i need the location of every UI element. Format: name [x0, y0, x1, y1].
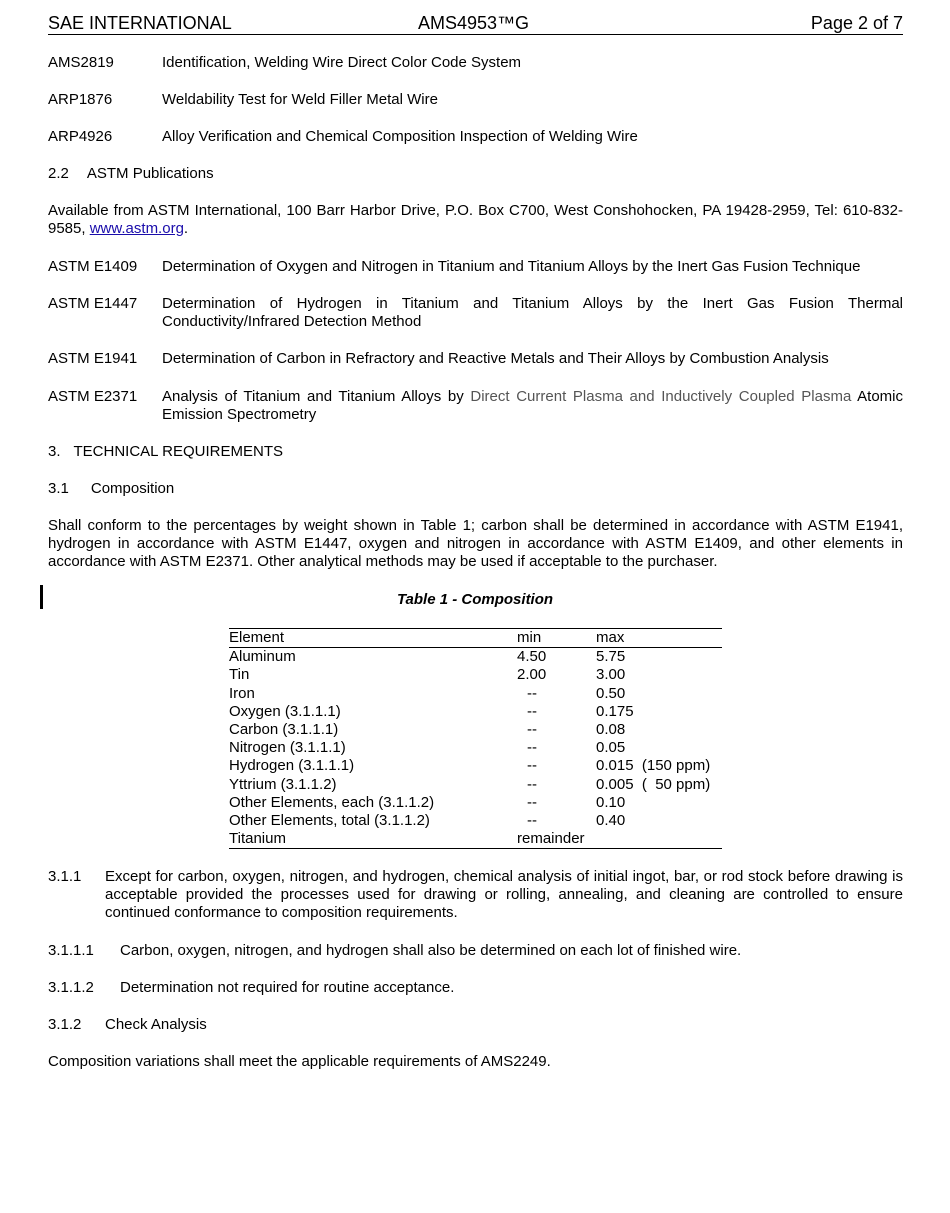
title-part: Analysis of Titanium and Titanium Alloys by — [162, 388, 471, 405]
composition-paragraph: Shall conform to the percentages by weight shown in Table 1; carbon shall be determined in accordance with ASTM E1941, hydrogen in accordance with ASTM E1447, oxygen and nitrogen in accordance with ASTM E1409, and other elements in accordance with ASTM E2371. Other analytical methods may be used if acceptable to the purchaser. — [48, 517, 903, 570]
section-number: 3. — [48, 443, 61, 460]
reference-title: Alloy Verification and Chemical Composition Inspection of Welding Wire — [162, 128, 638, 145]
table-row — [229, 721, 722, 739]
cell-element: Titanium — [229, 830, 286, 848]
cell-min: -- — [527, 702, 537, 720]
availability-paragraph — [48, 202, 903, 238]
cell-max: 0.015 (150 ppm) — [596, 757, 711, 775]
section-title: Check Analysis — [105, 1016, 207, 1033]
cell-max — [596, 830, 722, 849]
cell-min: -- — [527, 811, 537, 829]
section-title: TECHNICAL REQUIREMENTS — [73, 443, 283, 460]
reference-code: ASTM E1409 — [48, 258, 138, 275]
clause-number: 3.1.1 — [48, 868, 82, 885]
cell-min: -- — [527, 793, 537, 811]
cell-min: -- — [527, 684, 537, 702]
cell-element: Other Elements, each (3.1.1.2) — [229, 793, 435, 811]
section-title: ASTM Publications — [86, 165, 214, 182]
reference-title: Weldability Test for Weld Filler Metal Wire — [162, 91, 438, 108]
clause-text: Except for carbon, oxygen, nitrogen, and hydrogen, chemical analysis of initial ingot, bar, or rod stock before drawing is acceptable provided the processes used for drawing or rolling, annealing, and cleaning are controlled to ensure continued conformance to composition requirements. — [105, 868, 903, 921]
table-row — [229, 648, 722, 667]
clause-text: Determination not required for routine acceptance. — [120, 979, 455, 996]
astm-website-link[interactable]: www.astm.org — [89, 220, 184, 237]
cell-element: Nitrogen (3.1.1.1) — [229, 739, 346, 757]
table-row — [229, 739, 722, 757]
reference-code: ASTM E2371 — [48, 388, 138, 405]
table-row — [229, 757, 722, 775]
cell-element: Hydrogen (3.1.1.1) — [229, 757, 355, 775]
cell-min: 4.50 — [517, 648, 547, 666]
cell-element: Tin — [229, 666, 250, 684]
clause-text: Carbon, oxygen, nitrogen, and hydrogen shall also be determined on each lot of finished wire. — [120, 942, 742, 959]
column-header-min: min — [517, 629, 542, 646]
cell-max: 3.00 — [596, 666, 626, 684]
cell-element: Yttrium (3.1.1.2) — [229, 775, 337, 793]
reference-code: ARP4926 — [48, 128, 113, 145]
reference-title — [162, 388, 903, 424]
table-row — [229, 812, 722, 830]
header-page-number: Page 2 of 7 — [810, 13, 903, 33]
header-org: SAE INTERNATIONAL — [48, 13, 232, 33]
section-heading-3-1-2 — [48, 1016, 903, 1034]
header-doc-number: AMS4953™G — [418, 13, 530, 33]
reference-title: Determination of Oxygen and Nitrogen in Titanium and Titanium Alloys by the Inert Gas Fusion Technique — [162, 258, 861, 275]
table-header-row — [229, 629, 722, 648]
cell-element: Iron — [229, 684, 255, 702]
reference-code: ASTM E1447 — [48, 295, 138, 312]
section-heading-2-2 — [48, 165, 214, 183]
table-row — [229, 794, 722, 812]
cell-min: -- — [527, 739, 537, 757]
page-header — [48, 13, 903, 35]
clause-3-1-1-2 — [48, 979, 903, 997]
cell-element: Other Elements, total (3.1.1.2) — [229, 811, 430, 829]
reference-code: ARP1876 — [48, 91, 113, 108]
cell-max: 0.175 — [596, 702, 634, 720]
clause-number: 3.1.1.1 — [48, 942, 94, 959]
cell-max: 0.05 — [596, 739, 626, 757]
clause-number: 3.1.1.2 — [48, 979, 94, 996]
section-number: 2.2 — [48, 165, 69, 182]
cell-max: 0.08 — [596, 720, 626, 738]
cell-min: -- — [527, 757, 537, 775]
cell-max: 0.40 — [596, 811, 626, 829]
section-number: 3.1.2 — [48, 1016, 82, 1033]
check-analysis-paragraph: Composition variations shall meet the applicable requirements of AMS2249. — [48, 1053, 551, 1070]
clause-3-1-1 — [48, 868, 903, 924]
cell-min: -- — [527, 720, 537, 738]
table-row — [229, 703, 722, 721]
title-part: Atomic Emission Spectrometry — [162, 388, 903, 423]
table-row — [229, 776, 722, 794]
table-row — [229, 685, 722, 703]
section-title: Composition — [90, 480, 175, 497]
cell-element: Carbon (3.1.1.1) — [229, 720, 339, 738]
cell-max: 5.75 — [596, 648, 626, 666]
composition-table — [229, 628, 722, 849]
cell-min: -- — [527, 775, 537, 793]
cell-max: 0.005 ( 50 ppm) — [596, 775, 711, 793]
availability-end: . — [183, 220, 189, 237]
cell-max: 0.50 — [596, 684, 626, 702]
column-header-element: Element — [229, 629, 285, 646]
table-row — [229, 666, 722, 684]
reference-title: Determination of Carbon in Refractory and Reactive Metals and Their Alloys by Combustion Analysis — [162, 350, 829, 367]
cell-element: Aluminum — [229, 648, 296, 666]
section-heading-3-1 — [48, 480, 174, 498]
column-header-max: max — [596, 629, 625, 646]
title-part: Direct Current Plasma and Inductively Coupled Plasma — [470, 388, 852, 405]
cell-element: Oxygen (3.1.1.1) — [229, 702, 341, 720]
table-row — [229, 830, 722, 849]
cell-min: remainder — [517, 830, 585, 848]
table-caption: Table 1 - Composition — [396, 591, 554, 608]
section-heading-3 — [48, 443, 283, 461]
cell-min: 2.00 — [517, 666, 547, 684]
clause-3-1-1-1 — [48, 942, 903, 960]
reference-code: AMS2819 — [48, 54, 114, 71]
reference-title: Identification, Welding Wire Direct Color Code System — [162, 54, 522, 71]
cell-max: 0.10 — [596, 793, 626, 811]
reference-title: Determination of Hydrogen in Titanium and Titanium Alloys by the Inert Gas Fusion Thermal Conductivity/Infrared Detection Method — [162, 295, 903, 330]
availability-text: Available from ASTM International, 100 Barr Harbor Drive, P.O. Box C700, West Conshohocken, PA 19428-2959, Tel: 610-832-9585, — [48, 202, 903, 237]
reference-code: ASTM E1941 — [48, 350, 138, 367]
section-number: 3.1 — [48, 480, 69, 497]
